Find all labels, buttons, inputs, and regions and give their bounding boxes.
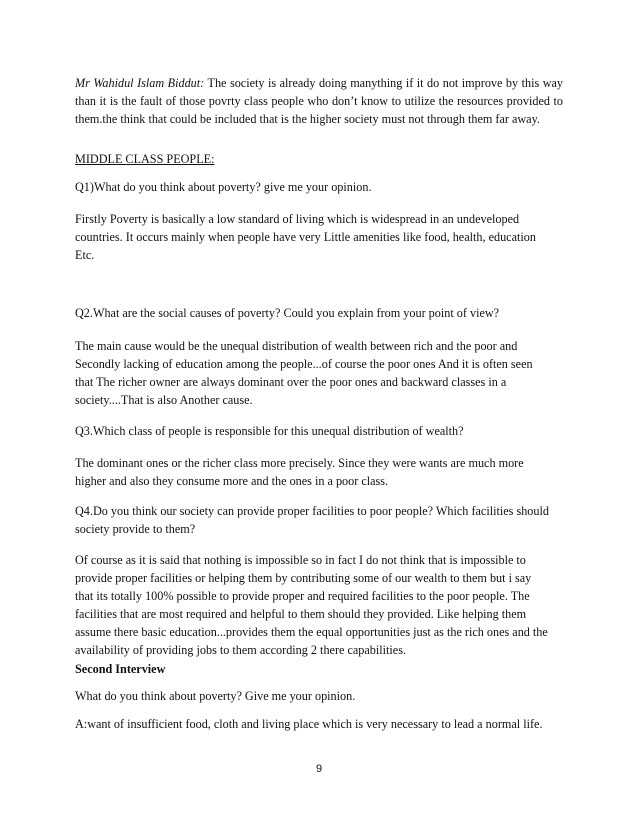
q4-answer-line: assume there basic education...provides them the equal opportunities just as the rich ones and the <box>75 625 548 639</box>
q1-answer-line: Etc. <box>75 248 95 262</box>
q4-question <box>75 502 563 538</box>
section-heading: MIDDLE CLASS PEOPLE: <box>75 152 215 166</box>
q4-question-line: Q4.Do you think our society can provide proper facilities to poor people? Which facilities should <box>75 504 549 518</box>
speaker-name: Mr Wahidul Islam Biddut: <box>75 76 205 90</box>
q2-answer <box>75 337 563 409</box>
second-interview-question: What do you think about poverty? Give me your opinion. <box>75 689 356 703</box>
q1-question: Q1)What do you think about poverty? give me your opinion. <box>75 180 372 194</box>
q4-answer-line: availability of providing jobs to them according 2 there capabilities. <box>75 643 407 657</box>
q2-question: Q2.What are the social causes of poverty? Could you explain from your point of view? <box>75 306 500 320</box>
second-interview-heading: Second Interview <box>75 662 166 676</box>
q1-answer <box>75 210 563 264</box>
intro-text: The society is already doing manything if it do not improve by this way than it is the fault of those povrty class people who don’t know to utilize the resources provided to them.the think that could be included that is the higher society must not through them far away. <box>75 76 564 126</box>
q1-answer-line: countries. It occurs mainly when people have very Little amenities like food, health, education <box>75 230 536 244</box>
q2-answer-line: Secondly lacking of education among the people...of course the poor ones And it is often seen <box>75 357 533 371</box>
q4-answer-line: facilities that are most required and helpful to them should they provided. Like helping them <box>75 607 527 621</box>
q3-answer-line: higher and also they consume more and the ones in a poor class. <box>75 474 389 488</box>
q4-question-line: society provide to them? <box>75 522 196 536</box>
q3-answer <box>75 454 563 490</box>
q3-answer-line: The dominant ones or the richer class more precisely. Since they were wants are much more <box>75 456 524 470</box>
q2-answer-line: society....That is also Another cause. <box>75 393 253 407</box>
q3-question: Q3.Which class of people is responsible for this unequal distribution of wealth? <box>75 424 464 438</box>
q4-answer-line: that its totally 100% possible to provide proper and required facilities to the poor people. The <box>75 589 530 603</box>
q4-answer-line: provide proper facilities or helping them by contributing some of our wealth to them but i say <box>75 571 532 585</box>
q4-answer <box>75 551 563 659</box>
q2-answer-line: that The richer owner are always dominant over the poor ones and backward classes in a <box>75 375 507 389</box>
second-interview-answer: A:want of insufficient food, cloth and living place which is very necessary to lead a normal life. <box>75 717 543 731</box>
q4-answer-line: Of course as it is said that nothing is impossible so in fact I do not think that is impossible to <box>75 553 526 567</box>
q1-answer-line: Firstly Poverty is basically a low standard of living which is widespread in an undeveloped <box>75 212 520 226</box>
intro-paragraph <box>75 74 563 128</box>
page-number: 9 <box>315 763 323 775</box>
q2-answer-line: The main cause would be the unequal distribution of wealth between rich and the poor and <box>75 339 518 353</box>
